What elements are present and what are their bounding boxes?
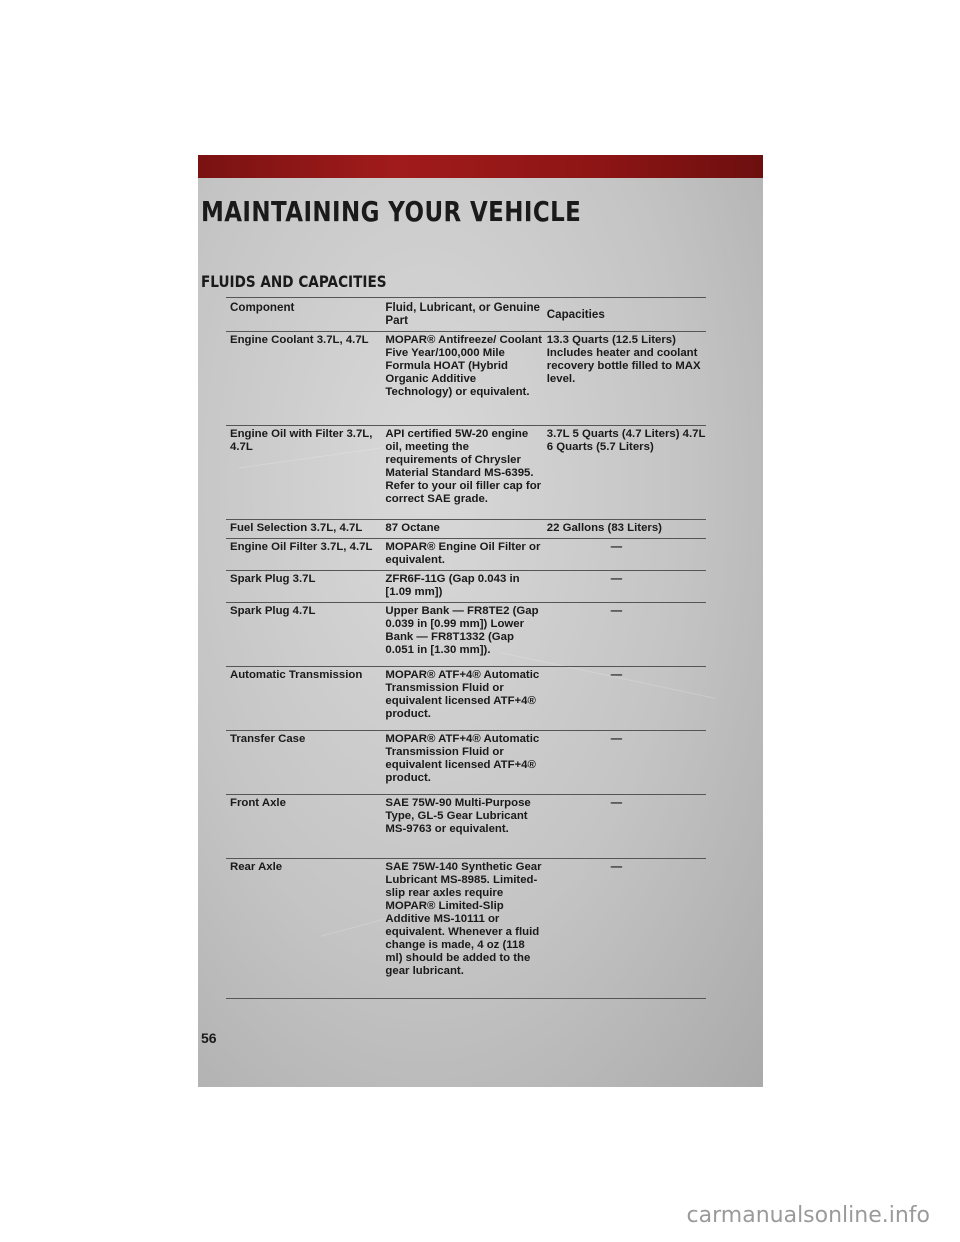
page-number: 56 — [201, 1030, 217, 1046]
fluid-cell: MOPAR® ATF+4® Automatic Transmission Fluid or equivalent licensed ATF+4® product. — [381, 667, 542, 731]
capacity-dash: — — [610, 605, 623, 617]
column-header-capacities: Capacities — [543, 298, 706, 332]
fluid-cell: 87 Octane — [381, 520, 542, 539]
fluid-cell: SAE 75W-140 Synthetic Gear Lubricant MS-8985. Limited-slip rear axles require MOPAR® Limited-Slip Additive MS-10111 or equivalent. Whenever a fluid change is made, 4 oz (118 ml) should be added to the gear lubricant. — [381, 859, 542, 999]
component-cell: Front Axle — [226, 795, 381, 859]
fluid-cell: ZFR6F-11G (Gap 0.043 in [1.09 mm]) — [381, 571, 542, 603]
column-header-fluid: Fluid, Lubricant, or Genuine Part — [381, 298, 542, 332]
capacity-dash: — — [610, 573, 623, 585]
capacity-dash: — — [610, 733, 623, 745]
component-cell: Transfer Case — [226, 731, 381, 795]
component-cell: Engine Coolant 3.7L, 4.7L — [226, 332, 381, 426]
component-cell: Engine Oil Filter 3.7L, 4.7L — [226, 539, 381, 571]
capacity-cell — [543, 859, 706, 999]
capacity-cell — [543, 571, 706, 603]
table-row — [226, 571, 706, 603]
subsection-title: FLUIDS AND CAPACITIES — [201, 272, 387, 291]
component-cell: Spark Plug 3.7L — [226, 571, 381, 603]
fluid-cell: Upper Bank — FR8TE2 (Gap 0.039 in [0.99 mm]) Lower Bank — FR8T1332 (Gap 0.051 in [1.30 mm]). — [381, 603, 542, 667]
capacity-cell — [543, 539, 706, 571]
table-header-row — [226, 298, 706, 332]
column-header-component: Component — [226, 298, 381, 332]
capacity-cell: 13.3 Quarts (12.5 Liters) Includes heater and coolant recovery bottle filled to MAX level. — [543, 332, 706, 426]
table-row — [226, 426, 706, 520]
manual-page — [198, 155, 763, 1087]
fluid-cell: MOPAR® Engine Oil Filter or equivalent. — [381, 539, 542, 571]
table-row — [226, 332, 706, 426]
fluid-cell: MOPAR® ATF+4® Automatic Transmission Fluid or equivalent licensed ATF+4® product. — [381, 731, 542, 795]
component-cell: Rear Axle — [226, 859, 381, 999]
table-row — [226, 859, 706, 999]
capacity-cell — [543, 731, 706, 795]
component-cell: Fuel Selection 3.7L, 4.7L — [226, 520, 381, 539]
table-row — [226, 539, 706, 571]
section-title: MAINTAINING YOUR VEHICLE — [201, 195, 582, 228]
capacity-cell: 3.7L 5 Quarts (4.7 Liters) 4.7L 6 Quarts (5.7 Liters) — [543, 426, 706, 520]
table-row — [226, 731, 706, 795]
capacity-dash: — — [610, 541, 623, 553]
fluid-cell: SAE 75W-90 Multi-Purpose Type, GL-5 Gear Lubricant MS-9763 or equivalent. — [381, 795, 542, 859]
capacity-cell — [543, 603, 706, 667]
capacity-cell: 22 Gallons (83 Liters) — [543, 520, 706, 539]
component-cell: Spark Plug 4.7L — [226, 603, 381, 667]
fluid-cell: MOPAR® Antifreeze/ Coolant Five Year/100,000 Mile Formula HOAT (Hybrid Organic Additive Technology) or equivalent. — [381, 332, 542, 426]
capacity-dash: — — [610, 669, 623, 681]
fluids-capacities-table — [226, 297, 706, 999]
capacity-cell — [543, 795, 706, 859]
watermark-text: carmanualsonline.info — [686, 1203, 930, 1228]
capacity-cell — [543, 667, 706, 731]
component-cell: Automatic Transmission — [226, 667, 381, 731]
fluid-cell: API certified 5W-20 engine oil, meeting the requirements of Chrysler Material Standard MS-6395. Refer to your oil filler cap for correct SAE grade. — [381, 426, 542, 520]
table-row — [226, 520, 706, 539]
table-row — [226, 667, 706, 731]
table-row — [226, 603, 706, 667]
capacity-dash: — — [610, 861, 623, 873]
capacity-dash: — — [610, 797, 623, 809]
table-row — [226, 795, 706, 859]
component-cell: Engine Oil with Filter 3.7L, 4.7L — [226, 426, 381, 520]
header-color-bar — [198, 155, 763, 178]
